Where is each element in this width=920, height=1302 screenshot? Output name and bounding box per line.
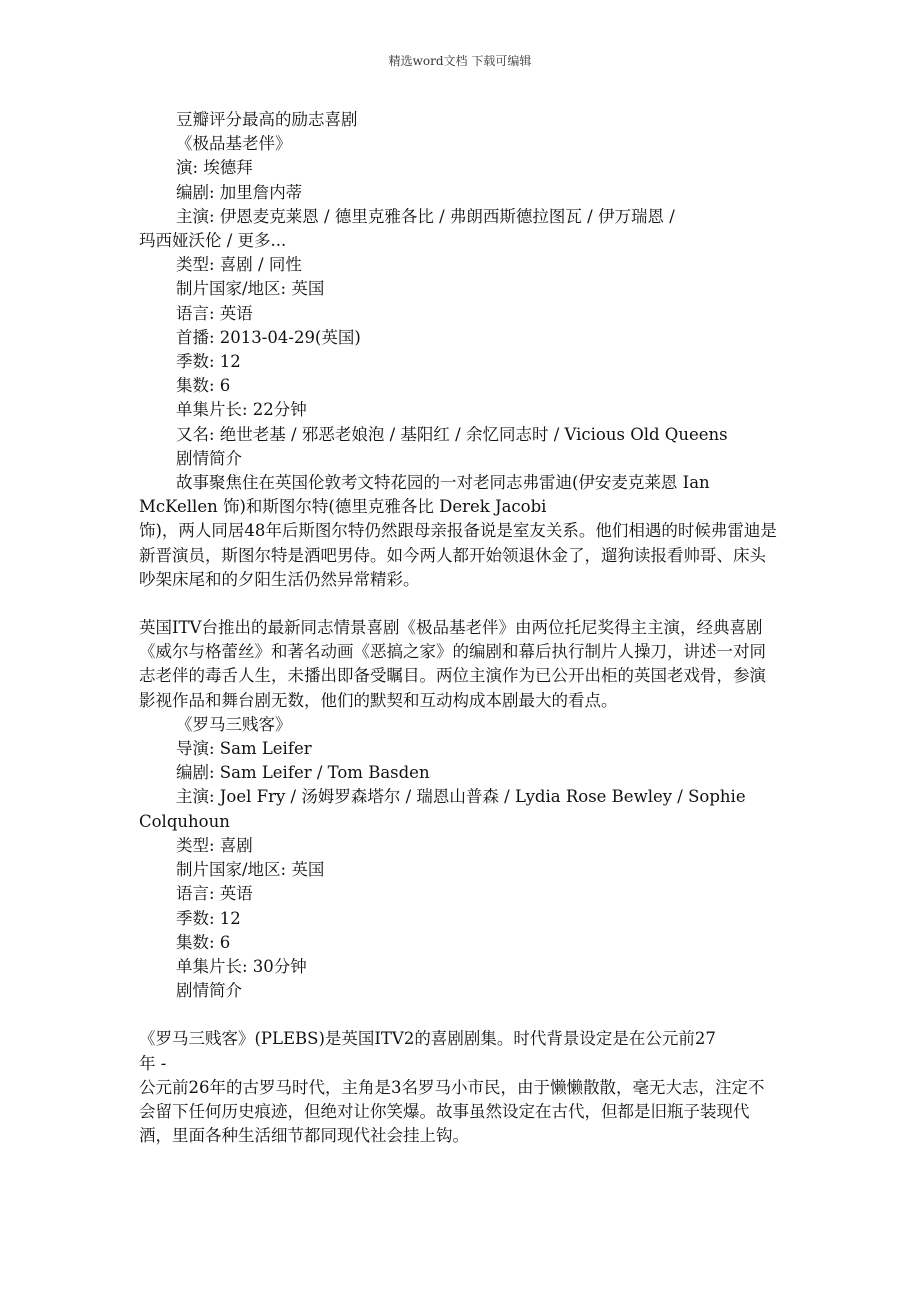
cast-line: 主演: 伊恩麦克莱恩 / 德里克雅各比 / 弗朗西斯德拉图瓦 / 伊万瑞恩 / xyxy=(176,206,675,226)
writer-line: 编剧: 加里詹内蒂 xyxy=(176,182,303,202)
synopsis-paragraph: 饰)，两人同居48年后斯图尔特仍然跟母亲报备说是室友关系。他们相遇的时候弗雷迪是新晋演员，斯图尔特是酒吧男侍。如今两人都开始领退休金了，遛狗读报看帅哥、床头吵架床尾和的夕阳生活仍然异常精彩。 xyxy=(139,521,777,589)
seasons-line: 季数: 12 xyxy=(176,908,241,928)
section-heading: 豆瓣评分最高的励志喜剧 xyxy=(176,110,358,129)
synopsis-heading: 剧情简介 xyxy=(176,448,242,468)
intro-paragraph: 英国ITV台推出的最新同志情景喜剧《极品基老伴》由两位托尼奖得主主演，经典喜剧《威尔与格蕾丝》和著名动画《恶搞之家》的编剧和幕后执行制片人操刀，讲述一对同志老伴的毒舌人生，未播出即备受瞩目。两位主演作为已公开出柜的英国老戏骨，参演影视作品和舞台剧无数，他们的默契和互动构成本剧最大的看点。 xyxy=(139,618,766,710)
page-header: 精选word文档 下载可编辑 xyxy=(388,54,532,68)
runtime-line: 单集片长: 30分钟 xyxy=(176,956,307,976)
language-line: 语言: 英语 xyxy=(176,303,253,323)
director-line: 演: 埃德拜 xyxy=(176,158,253,178)
episodes-line: 集数: 6 xyxy=(176,376,231,396)
premiere-line: 首播: 2013-04-29(英国) xyxy=(176,327,361,347)
director-line: 导演: Sam Leifer xyxy=(176,739,312,759)
cast-line: 主演: Joel Fry / 汤姆罗森塔尔 / 瑞恩山普森 / Lydia Rose Bewley / Sophie xyxy=(176,787,746,807)
genre-line: 类型: 喜剧 / 同性 xyxy=(176,255,302,275)
aka-line: 又名: 绝世老基 / 邪恶老娘泡 / 基阳红 / 余忆同志时 / Vicious Old Queens xyxy=(176,424,728,444)
synopsis-line: 年 - xyxy=(139,1053,167,1073)
country-line: 制片国家/地区: 英国 xyxy=(176,279,325,299)
show-title: 《极品基老伴》 xyxy=(176,134,292,154)
language-line: 语言: 英语 xyxy=(176,884,253,904)
cast-line-continued: Colquhoun xyxy=(139,811,230,831)
show-title: 《罗马三贱客》 xyxy=(176,714,292,734)
synopsis-paragraph: 公元前26年的古罗马时代，主角是3名罗马小市民，由于懒懒散散，毫无大志，注定不会留下任何历史痕迹，但绝对让你笑爆。故事虽然设定在古代，但都是旧瓶子装现代酒，里面各种生活细节都同现代社会挂上钩。 xyxy=(139,1077,765,1146)
synopsis-line: 故事聚焦住在英国伦敦考文特花园的一对老同志弗雷迪(伊安麦克莱恩 Ian xyxy=(176,473,710,493)
runtime-line: 单集片长: 22分钟 xyxy=(176,400,307,420)
spacer xyxy=(139,1003,779,1027)
synopsis-line: McKellen 饰)和斯图尔特(德里克雅各比 Derek Jacobi xyxy=(139,497,547,517)
document-body xyxy=(139,108,779,1148)
cast-line-continued: 玛西娅沃伦 / 更多... xyxy=(139,231,287,251)
spacer xyxy=(139,592,779,616)
country-line: 制片国家/地区: 英国 xyxy=(176,860,325,880)
writer-line: 编剧: Sam Leifer / Tom Basden xyxy=(176,763,430,783)
synopsis-line: 《罗马三贱客》(PLEBS)是英国ITV2的喜剧剧集。时代背景设定是在公元前27 xyxy=(139,1029,716,1049)
seasons-line: 季数: 12 xyxy=(176,352,241,372)
episodes-line: 集数: 6 xyxy=(176,932,231,952)
synopsis-heading: 剧情简介 xyxy=(176,981,242,1001)
genre-line: 类型: 喜剧 xyxy=(176,835,253,855)
